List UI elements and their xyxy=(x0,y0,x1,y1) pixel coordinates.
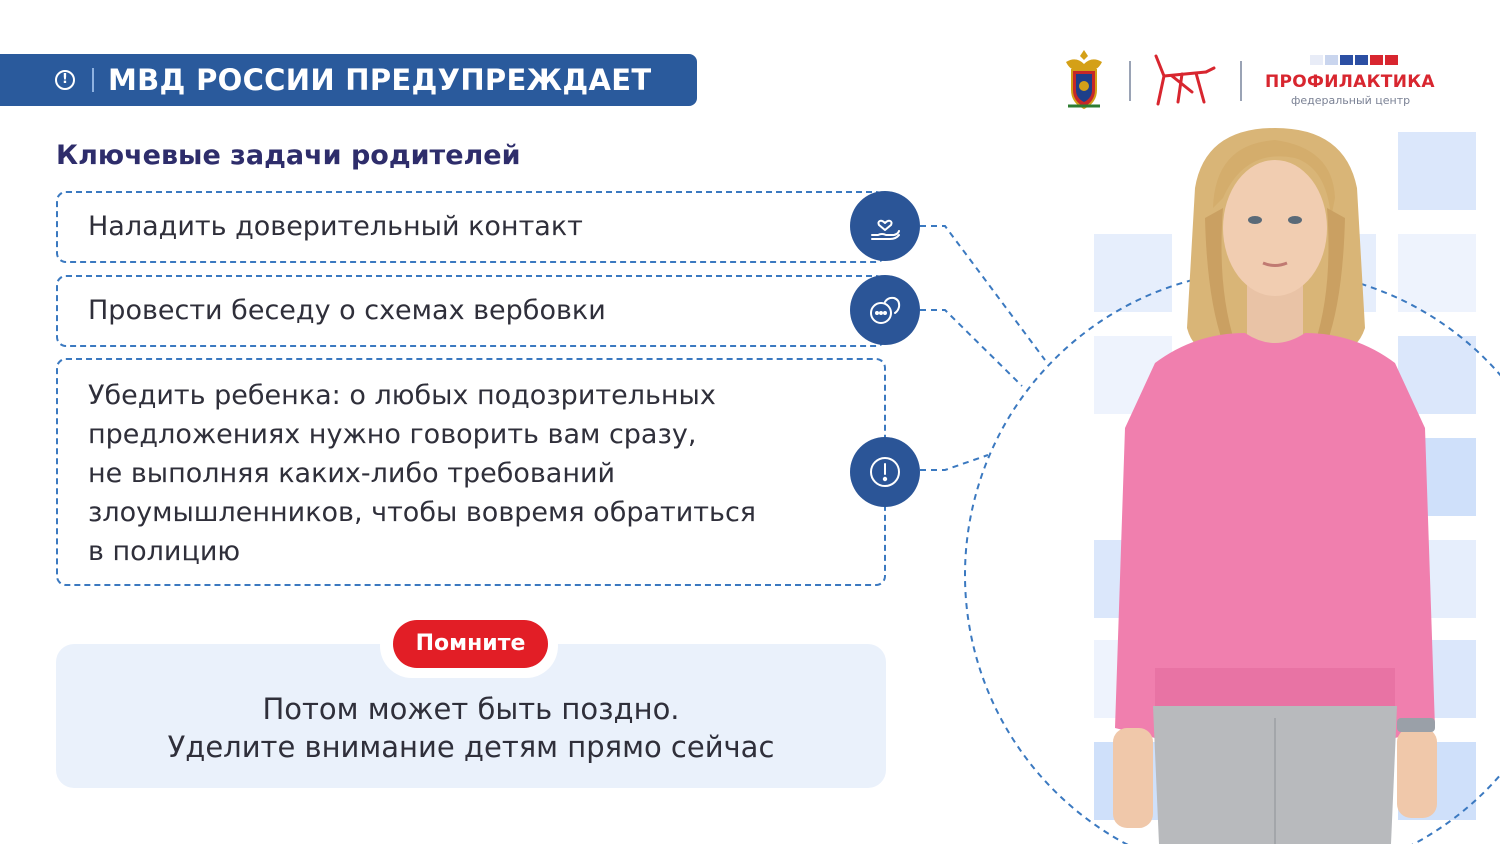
logo-divider xyxy=(1240,61,1242,101)
exclamation-circle-icon: ! xyxy=(55,70,75,90)
remember-text: Потом может быть поздно. Уделите внимание детям прямо сейчас xyxy=(167,692,775,764)
task-text: Провести беседу о схемах вербовки xyxy=(88,295,606,326)
header-banner xyxy=(0,54,697,106)
task-text: Наладить доверительный контакт xyxy=(88,211,583,242)
logo-divider xyxy=(1129,61,1131,101)
task-box xyxy=(56,191,886,263)
task-box xyxy=(56,275,886,347)
chat-bubbles-icon xyxy=(850,275,920,345)
exclamation-circle-icon xyxy=(850,437,920,507)
chair-logo-icon xyxy=(1152,52,1218,108)
task-text: Убедить ребенка: о любых подозрительных предложениях нужно говорить вам сразу, не выполняя каких-либо требований злоумышленников, чтобы вовремя обратиться в полицию xyxy=(88,380,757,567)
task-box xyxy=(56,358,886,586)
banner-divider xyxy=(92,68,94,92)
mvd-emblem-icon xyxy=(1062,48,1106,112)
profilaktika-subtitle: федеральный центр xyxy=(1291,94,1411,107)
banner-title: МВД РОССИИ ПРЕДУПРЕЖДАЕТ xyxy=(108,63,652,97)
remember-badge: Помните xyxy=(393,620,548,668)
profilaktika-squares xyxy=(1310,55,1398,65)
woman-portrait-image xyxy=(1095,128,1455,844)
heart-hand-icon xyxy=(850,191,920,261)
profilaktika-title: ПРОФИЛАКТИКА xyxy=(1265,72,1435,92)
section-title: Ключевые задачи родителей xyxy=(56,140,521,171)
